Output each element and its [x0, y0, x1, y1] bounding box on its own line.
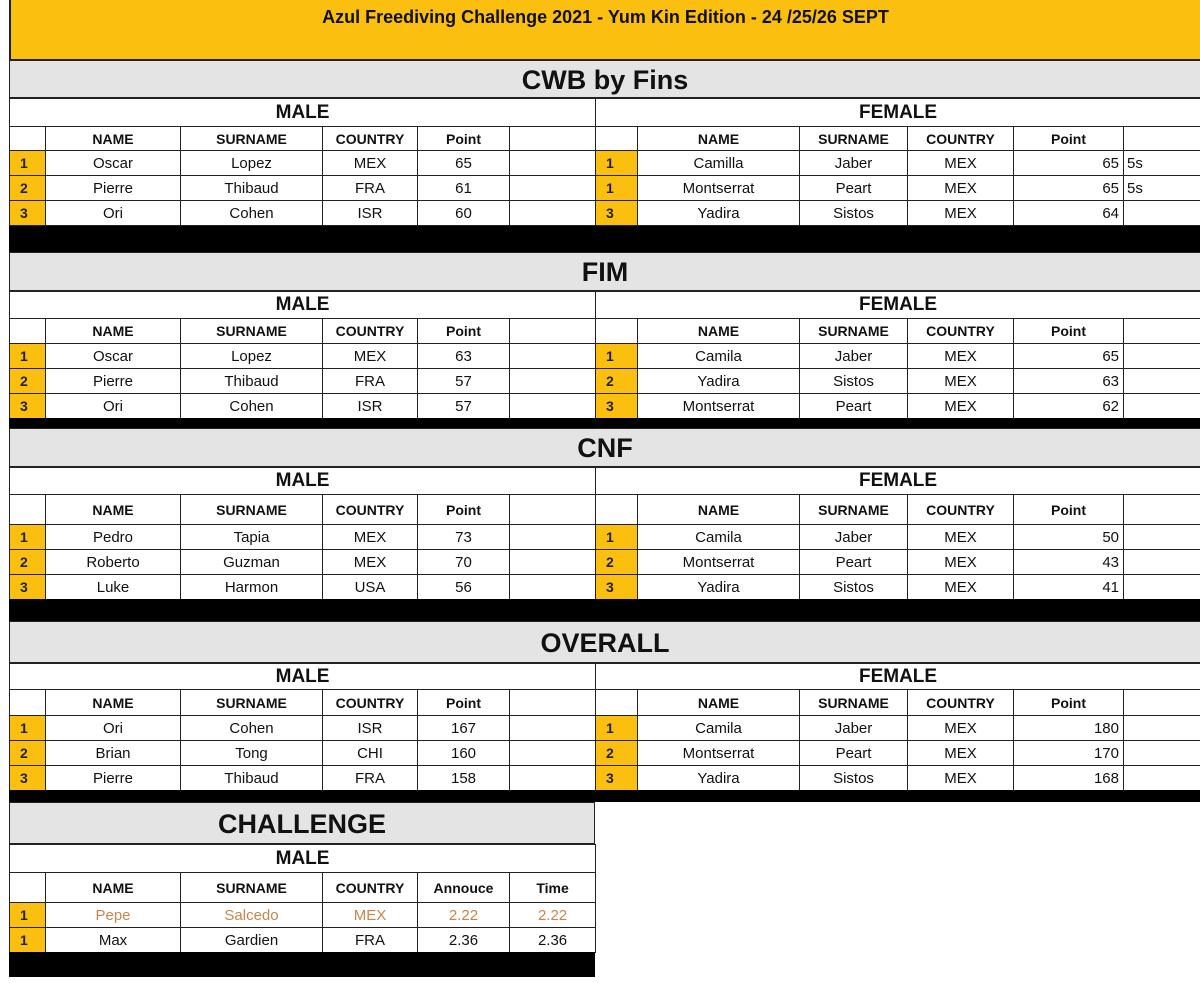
col-name: NAME [638, 319, 800, 344]
table-row [10, 903, 596, 928]
rank-badge: 1 [596, 176, 638, 201]
table-row [10, 741, 596, 766]
name-cell: Ori [46, 716, 181, 741]
time-cell: 2.22 [510, 903, 596, 928]
name-cell: Camilla [638, 151, 800, 176]
col-point: Point [1014, 319, 1124, 344]
table-row [10, 525, 596, 550]
point-cell: 170 [1014, 741, 1124, 766]
name-cell: Ori [46, 201, 181, 226]
rank-badge: 3 [10, 394, 46, 419]
country-cell: CHI [323, 741, 418, 766]
col-country: COUNTRY [908, 495, 1014, 525]
col-surname: SURNAME [181, 319, 323, 344]
name-cell: Camila [638, 525, 800, 550]
gender-label: MALE [10, 468, 596, 495]
col-name: NAME [46, 873, 181, 903]
country-cell: MEX [908, 369, 1014, 394]
name-cell: Brian [46, 741, 181, 766]
point-cell: 65 [1014, 151, 1124, 176]
rank-badge: 3 [10, 201, 46, 226]
table-row [596, 741, 1200, 766]
time-note: 5s [1124, 151, 1200, 176]
section-title-fim: FIM [9, 252, 1200, 291]
country-cell: FRA [323, 369, 418, 394]
name-cell: Ori [46, 394, 181, 419]
table-row [596, 369, 1200, 394]
section-title-cwb: CWB by Fins [9, 60, 1200, 98]
rank-badge: 2 [10, 369, 46, 394]
col-country: COUNTRY [323, 127, 418, 151]
point-cell: 65 [1014, 344, 1124, 369]
name-cell: Camila [638, 344, 800, 369]
col-point: Point [1014, 495, 1124, 525]
surname-cell: Thibaud [181, 766, 323, 791]
annouce-cell: 2.36 [418, 928, 510, 953]
cwb-female-table [595, 98, 1200, 226]
gender-label: FEMALE [596, 664, 1200, 690]
country-cell: MEX [908, 575, 1014, 600]
col-country: COUNTRY [908, 127, 1014, 151]
table-row [10, 176, 596, 201]
col-country: COUNTRY [323, 319, 418, 344]
col-name: NAME [46, 319, 181, 344]
rank-badge: 1 [10, 344, 46, 369]
name-cell: Montserrat [638, 394, 800, 419]
name-cell: Pepe [46, 903, 181, 928]
surname-cell: Cohen [181, 201, 323, 226]
rank-badge: 2 [596, 550, 638, 575]
col-country: COUNTRY [323, 495, 418, 525]
name-cell: Oscar [46, 151, 181, 176]
gender-label: FEMALE [596, 468, 1200, 495]
name-cell: Camila [638, 716, 800, 741]
name-cell: Oscar [46, 344, 181, 369]
name-cell: Yadira [638, 201, 800, 226]
col-name: NAME [638, 690, 800, 716]
country-cell: MEX [323, 344, 418, 369]
country-cell: MEX [908, 550, 1014, 575]
rank-badge: 2 [10, 741, 46, 766]
rank-badge: 1 [10, 525, 46, 550]
rank-badge: 3 [596, 394, 638, 419]
point-cell: 65 [1014, 176, 1124, 201]
col-surname: SURNAME [181, 690, 323, 716]
surname-cell: Lopez [181, 151, 323, 176]
point-cell: 70 [418, 550, 510, 575]
gender-label: MALE [10, 664, 596, 690]
overall-male-table [9, 663, 596, 791]
table-row [596, 575, 1200, 600]
separator-bar [9, 790, 1200, 802]
point-cell: 167 [418, 716, 510, 741]
country-cell: MEX [908, 741, 1014, 766]
table-row [596, 716, 1200, 741]
time-note: 5s [1124, 176, 1200, 201]
col-name: NAME [638, 495, 800, 525]
table-row [10, 550, 596, 575]
country-cell: FRA [323, 766, 418, 791]
surname-cell: Lopez [181, 344, 323, 369]
rank-badge: 3 [596, 766, 638, 791]
country-cell: MEX [323, 903, 418, 928]
table-row [596, 394, 1200, 419]
point-cell: 168 [1014, 766, 1124, 791]
point-cell: 64 [1014, 201, 1124, 226]
section-title-overall: OVERALL [9, 621, 1200, 663]
surname-cell: Tong [181, 741, 323, 766]
table-row [10, 575, 596, 600]
point-cell: 158 [418, 766, 510, 791]
rank-badge: 2 [10, 550, 46, 575]
surname-cell: Peart [800, 176, 908, 201]
point-cell: 56 [418, 575, 510, 600]
surname-cell: Sistos [800, 766, 908, 791]
surname-cell: Thibaud [181, 369, 323, 394]
col-name: NAME [46, 690, 181, 716]
surname-cell: Peart [800, 550, 908, 575]
country-cell: MEX [908, 766, 1014, 791]
gender-label: MALE [10, 845, 596, 873]
surname-cell: Jaber [800, 716, 908, 741]
country-cell: ISR [323, 716, 418, 741]
name-cell: Montserrat [638, 741, 800, 766]
col-point: Point [1014, 690, 1124, 716]
challenge-male-table [9, 844, 596, 953]
point-cell: 57 [418, 369, 510, 394]
point-cell: 57 [418, 394, 510, 419]
rank-badge: 2 [596, 369, 638, 394]
table-row [596, 550, 1200, 575]
country-cell: MEX [323, 525, 418, 550]
table-row [596, 151, 1200, 176]
surname-cell: Cohen [181, 394, 323, 419]
col-surname: SURNAME [800, 690, 908, 716]
rank-badge: 2 [596, 741, 638, 766]
name-cell: Pedro [46, 525, 181, 550]
separator-bar [9, 226, 1200, 252]
surname-cell: Sistos [800, 369, 908, 394]
col-point: Point [1014, 127, 1124, 151]
table-row [10, 928, 596, 953]
point-cell: 61 [418, 176, 510, 201]
name-cell: Montserrat [638, 176, 800, 201]
gender-label: FEMALE [596, 99, 1200, 127]
page-title: Azul Freediving Challenge 2021 - Yum Kin Edition - 24 /25/26 SEPT [9, 0, 1200, 60]
point-cell: 63 [1014, 369, 1124, 394]
rank-badge: 3 [596, 201, 638, 226]
surname-cell: Salcedo [181, 903, 323, 928]
point-cell: 62 [1014, 394, 1124, 419]
table-row [596, 766, 1200, 791]
overall-female-table [595, 663, 1200, 791]
gender-label: FEMALE [596, 292, 1200, 319]
table-row [596, 344, 1200, 369]
col-name: NAME [46, 495, 181, 525]
col-name: NAME [638, 127, 800, 151]
surname-cell: Harmon [181, 575, 323, 600]
surname-cell: Peart [800, 741, 908, 766]
separator-bar [9, 418, 1200, 428]
rank-badge: 1 [10, 928, 46, 953]
col-country: COUNTRY [323, 690, 418, 716]
country-cell: MEX [323, 550, 418, 575]
cnf-female-table [595, 467, 1200, 600]
surname-cell: Sistos [800, 575, 908, 600]
surname-cell: Tapia [181, 525, 323, 550]
table-row [596, 201, 1200, 226]
table-row [10, 716, 596, 741]
col-surname: SURNAME [800, 495, 908, 525]
country-cell: ISR [323, 394, 418, 419]
time-cell: 2.36 [510, 928, 596, 953]
surname-cell: Peart [800, 394, 908, 419]
surname-cell: Jaber [800, 525, 908, 550]
col-point: Point [418, 127, 510, 151]
col-name: NAME [46, 127, 181, 151]
table-row [596, 525, 1200, 550]
country-cell: ISR [323, 201, 418, 226]
rank-badge: 2 [10, 176, 46, 201]
point-cell: 43 [1014, 550, 1124, 575]
surname-cell: Cohen [181, 716, 323, 741]
country-cell: MEX [908, 176, 1014, 201]
gender-label: MALE [10, 99, 596, 127]
time-note [1124, 201, 1200, 226]
country-cell: MEX [908, 344, 1014, 369]
country-cell: FRA [323, 176, 418, 201]
surname-cell: Jaber [800, 344, 908, 369]
name-cell: Yadira [638, 369, 800, 394]
col-point: Point [418, 319, 510, 344]
name-cell: Yadira [638, 575, 800, 600]
name-cell: Yadira [638, 766, 800, 791]
col-country: COUNTRY [908, 319, 1014, 344]
surname-cell: Gardien [181, 928, 323, 953]
col-surname: SURNAME [181, 127, 323, 151]
name-cell: Pierre [46, 369, 181, 394]
country-cell: MEX [908, 201, 1014, 226]
col-country: COUNTRY [323, 873, 418, 903]
rank-badge: 3 [10, 575, 46, 600]
col-time: Time [510, 873, 596, 903]
surname-cell: Guzman [181, 550, 323, 575]
separator-bar [9, 599, 1200, 621]
table-row [10, 151, 596, 176]
col-country: COUNTRY [908, 690, 1014, 716]
name-cell: Pierre [46, 766, 181, 791]
point-cell: 50 [1014, 525, 1124, 550]
country-cell: MEX [908, 525, 1014, 550]
table-row [596, 176, 1200, 201]
country-cell: MEX [908, 151, 1014, 176]
gender-label: MALE [10, 292, 596, 319]
rank-badge: 1 [10, 716, 46, 741]
section-title-challenge: CHALLENGE [9, 802, 595, 844]
surname-cell: Sistos [800, 201, 908, 226]
country-cell: MEX [908, 716, 1014, 741]
section-title-cnf: CNF [9, 428, 1200, 467]
col-surname: SURNAME [800, 127, 908, 151]
col-annouce: Annouce [418, 873, 510, 903]
surname-cell: Thibaud [181, 176, 323, 201]
point-cell: 60 [418, 201, 510, 226]
country-cell: FRA [323, 928, 418, 953]
point-cell: 160 [418, 741, 510, 766]
country-cell: MEX [908, 394, 1014, 419]
table-row [10, 201, 596, 226]
rank-badge: 1 [596, 716, 638, 741]
rank-badge: 1 [10, 151, 46, 176]
table-row [10, 369, 596, 394]
country-cell: USA [323, 575, 418, 600]
col-surname: SURNAME [800, 319, 908, 344]
name-cell: Max [46, 928, 181, 953]
fim-male-table [9, 291, 596, 419]
name-cell: Luke [46, 575, 181, 600]
rank-badge: 3 [10, 766, 46, 791]
table-row [10, 766, 596, 791]
country-cell: MEX [323, 151, 418, 176]
table-row [10, 344, 596, 369]
rank-badge: 1 [10, 903, 46, 928]
table-row [10, 394, 596, 419]
fim-female-table [595, 291, 1200, 419]
point-cell: 73 [418, 525, 510, 550]
rank-badge: 1 [596, 525, 638, 550]
col-surname: SURNAME [181, 873, 323, 903]
rank-badge: 3 [596, 575, 638, 600]
annouce-cell: 2.22 [418, 903, 510, 928]
point-cell: 65 [418, 151, 510, 176]
point-cell: 41 [1014, 575, 1124, 600]
col-point: Point [418, 690, 510, 716]
point-cell: 63 [418, 344, 510, 369]
rank-badge: 1 [596, 344, 638, 369]
name-cell: Montserrat [638, 550, 800, 575]
separator-bar [9, 952, 595, 977]
name-cell: Roberto [46, 550, 181, 575]
point-cell: 180 [1014, 716, 1124, 741]
name-cell: Pierre [46, 176, 181, 201]
col-point: Point [418, 495, 510, 525]
surname-cell: Jaber [800, 151, 908, 176]
cnf-male-table [9, 467, 596, 600]
cwb-male-table [9, 98, 596, 226]
col-surname: SURNAME [181, 495, 323, 525]
rank-badge: 1 [596, 151, 638, 176]
